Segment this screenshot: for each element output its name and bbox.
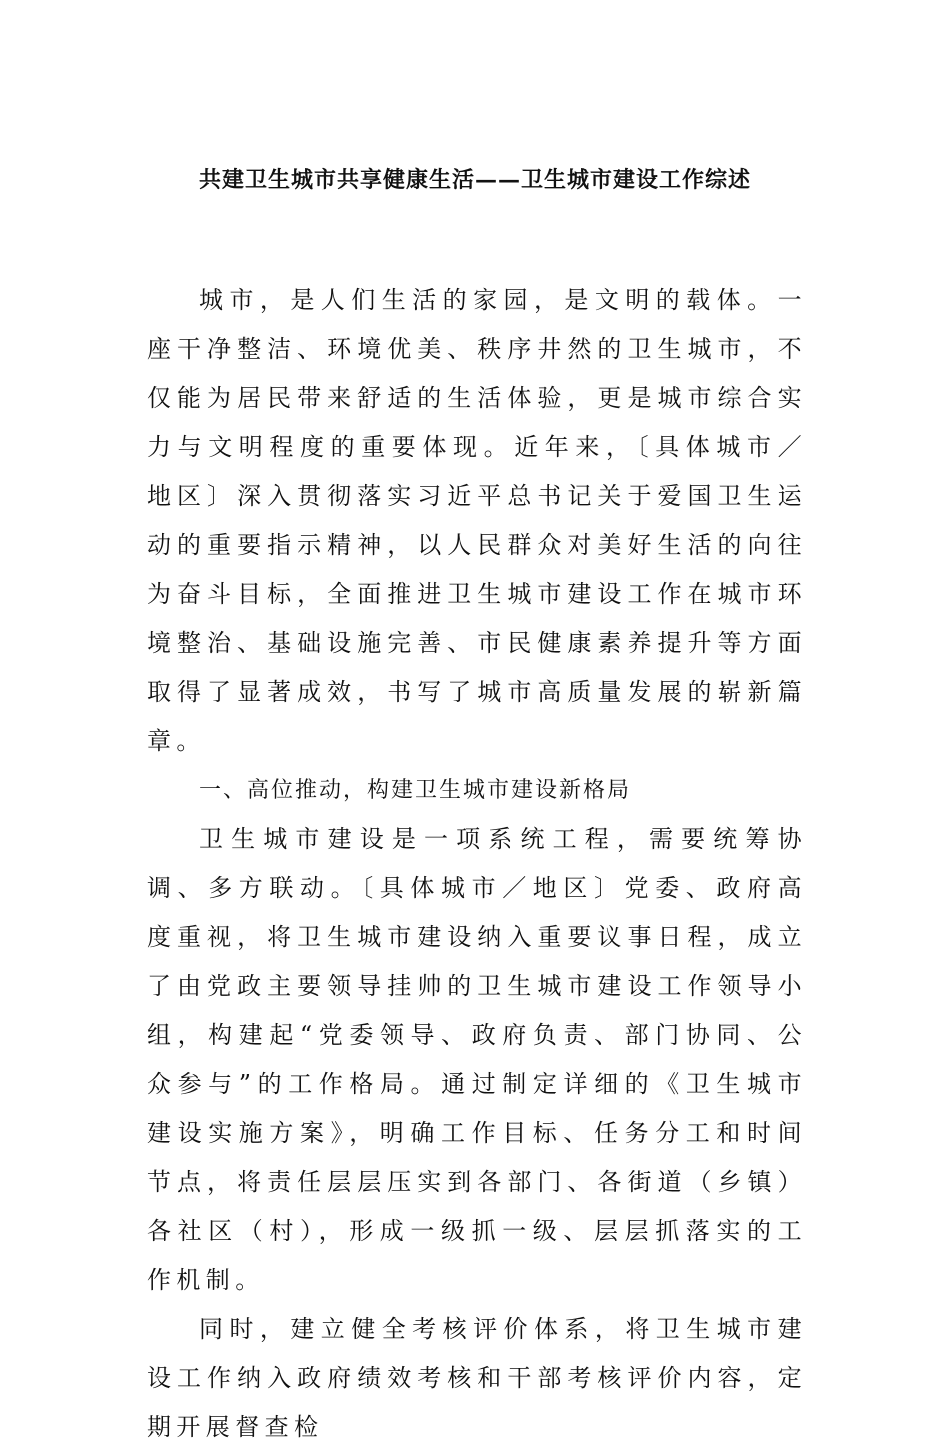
document-body — [147, 276, 807, 1452]
section-heading-1: 一、高位推动，构建卫生城市建设新格局 — [199, 778, 632, 803]
page-title: 共建卫生城市共享健康生活——卫生城市建设工作综述 — [198, 167, 751, 193]
intro-paragraph: 城市，是人们生活的家园，是文明的载体。一座干净整洁、环境优美、秩序井然的卫生城市，不仅能为居民带来舒适的生活体验，更是城市综合实力与文明程度的重要体现。近年来，〔具体城市／地区〕深入贯彻落实习近平总书记关于爱国卫生运动的重要指示精神，以人民群众对美好生活的向往为奋斗目标，全面推进卫生城市建设工作在城市环境整治、基础设施完善、市民健康素养提升等方面取得了显著成效，书写了城市高质量发展的崭新篇章。 — [147, 286, 807, 755]
section-1-paragraph-1: 卫生城市建设是一项系统工程，需要统筹协调、多方联动。〔具体城市／地区〕党委、政府高度重视，将卫生城市建设纳入重要议事日程，成立了由党政主要领导挂帅的卫生城市建设工作领导小组，构建起“党委领导、政府负责、部门协同、公众参与”的工作格局。通过制定详细的《卫生城市建设实施方案》，明确工作目标、任务分工和时间节点，将责任层层压实到各部门、各街道（乡镇）各社区（村），形成一级抓一级、层层抓落实的工作机制。 — [147, 825, 807, 1294]
section-1-paragraph-2: 同时，建立健全考核评价体系，将卫生城市建设工作纳入政府绩效考核和干部考核评价内容，定期开展督查检 — [147, 1315, 807, 1441]
